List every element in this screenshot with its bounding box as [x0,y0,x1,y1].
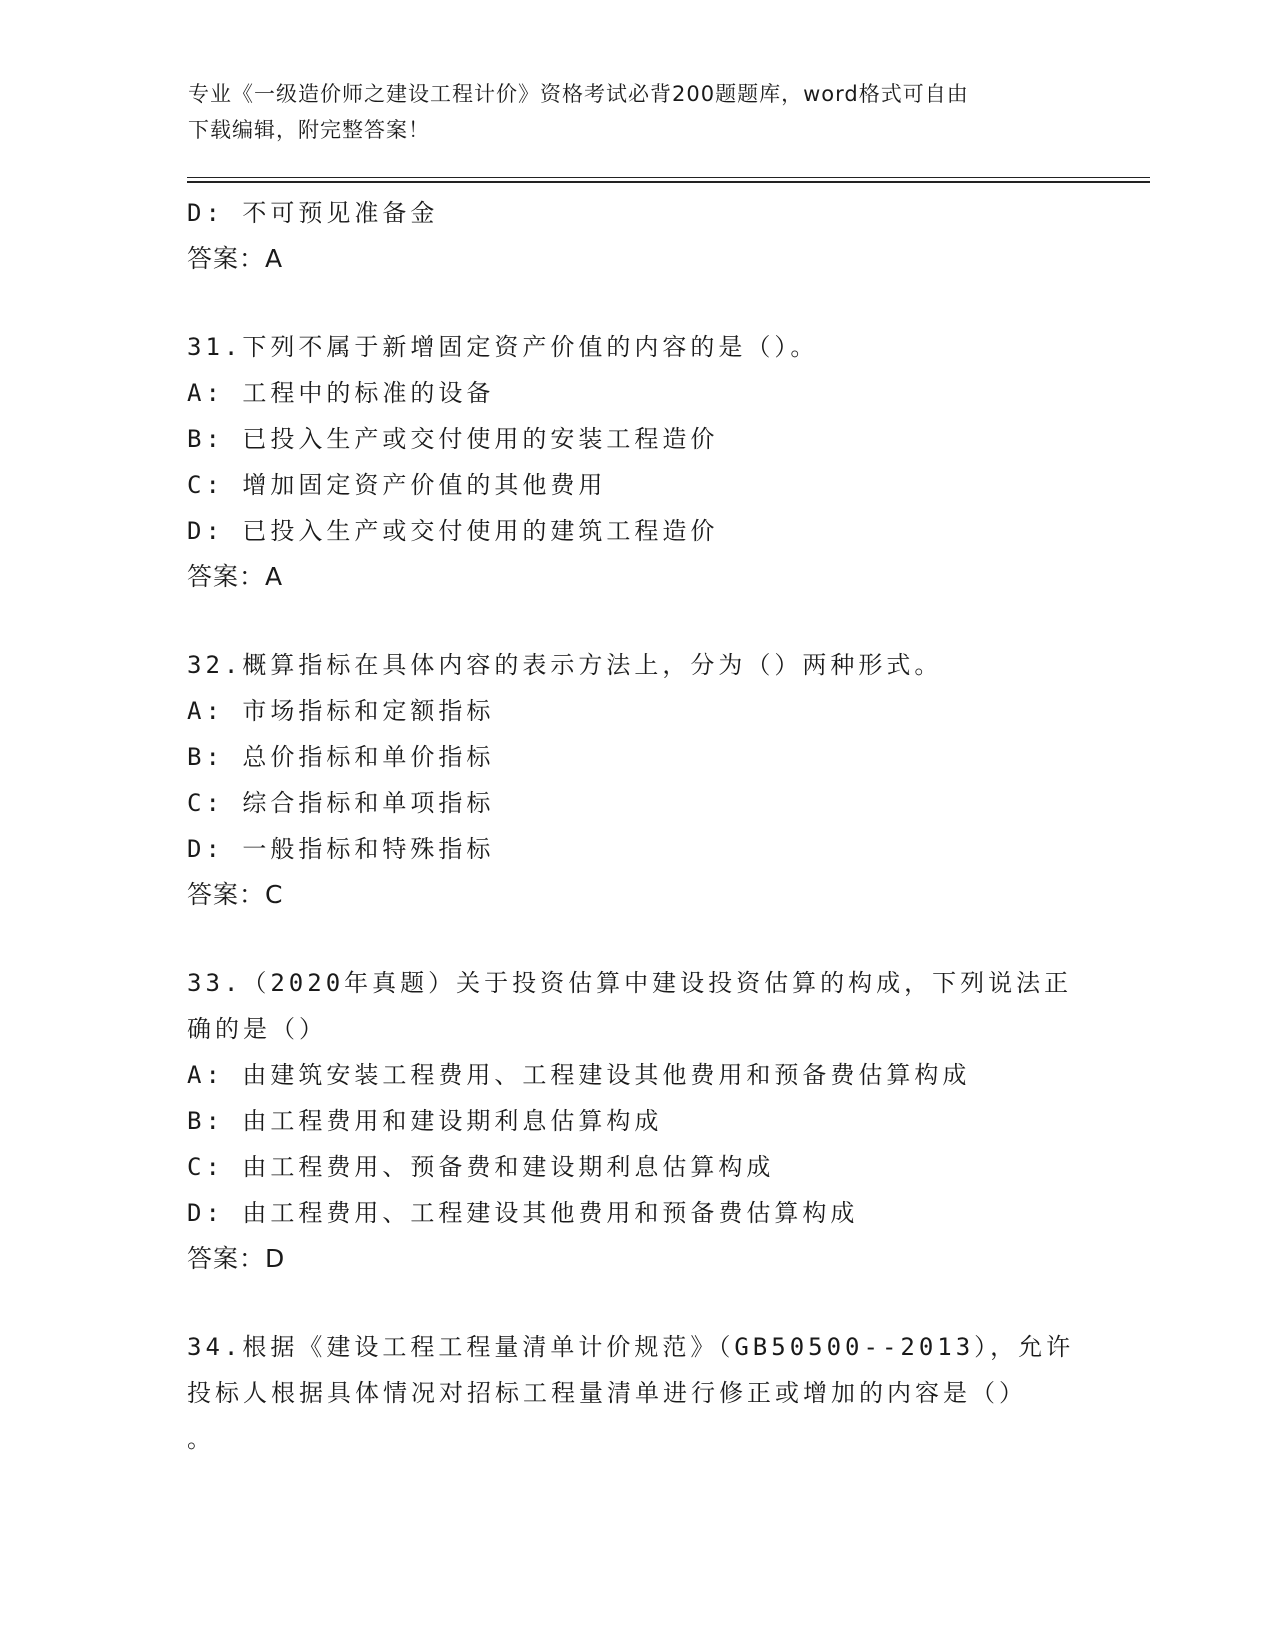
question-stem-line-2: 投标人根据具体情况对招标工程量清单进行修正或增加的内容是（） [187,1379,1027,1407]
previous-question-tail [187,190,1087,282]
header-divider-thin [187,177,1150,178]
option-a: A: 工程中的标准的设备 [187,379,495,407]
document-header [188,76,1088,148]
header-divider-thick [187,181,1150,183]
option-d: D: 由工程费用、工程建设其他费用和预备费估算构成 [187,1199,859,1227]
option-c: C: 由工程费用、预备费和建设期利息估算构成 [187,1153,775,1181]
header-line-1: 专业《一级造价师之建设工程计价》资格考试必背200题题库，word格式可自由 [188,82,969,106]
option-d: D: 已投入生产或交付使用的建筑工程造价 [187,517,719,545]
question-stem-line-1: 33.（2020年真题）关于投资估算中建设投资估算的构成，下列说法正 [187,969,1073,997]
header-line-2: 下载编辑，附完整答案！ [188,118,430,142]
answer-line: 答案：A [187,562,284,591]
question-stem: 32.概算指标在具体内容的表示方法上，分为（）两种形式。 [187,651,943,679]
option-b: B: 已投入生产或交付使用的安装工程造价 [187,425,719,453]
option-a: A: 市场指标和定额指标 [187,697,495,725]
question-stem-line-2: 确的是（） [187,1015,327,1043]
option-d: D: 不可预见准备金 [187,199,439,227]
question-32 [187,642,1087,918]
question-list [187,190,1087,1462]
option-b: B: 总价指标和单价指标 [187,743,495,771]
question-34 [187,1324,1087,1462]
question-33 [187,960,1087,1282]
question-31 [187,324,1087,600]
answer-line: 答案：A [187,244,284,273]
answer-line: 答案：D [187,1244,286,1273]
option-c: C: 增加固定资产价值的其他费用 [187,471,607,499]
question-stem-line-3: 。 [187,1425,215,1453]
option-b: B: 由工程费用和建设期利息估算构成 [187,1107,663,1135]
question-stem: 31.下列不属于新增固定资产价值的内容的是（）。 [187,333,819,361]
option-c: C: 综合指标和单项指标 [187,789,495,817]
option-a: A: 由建筑安装工程费用、工程建设其他费用和预备费估算构成 [187,1061,971,1089]
question-stem-line-1: 34.根据《建设工程工程量清单计价规范》（GB50500--2013），允许 [187,1333,1075,1361]
answer-line: 答案：C [187,880,284,909]
option-d: D: 一般指标和特殊指标 [187,835,495,863]
